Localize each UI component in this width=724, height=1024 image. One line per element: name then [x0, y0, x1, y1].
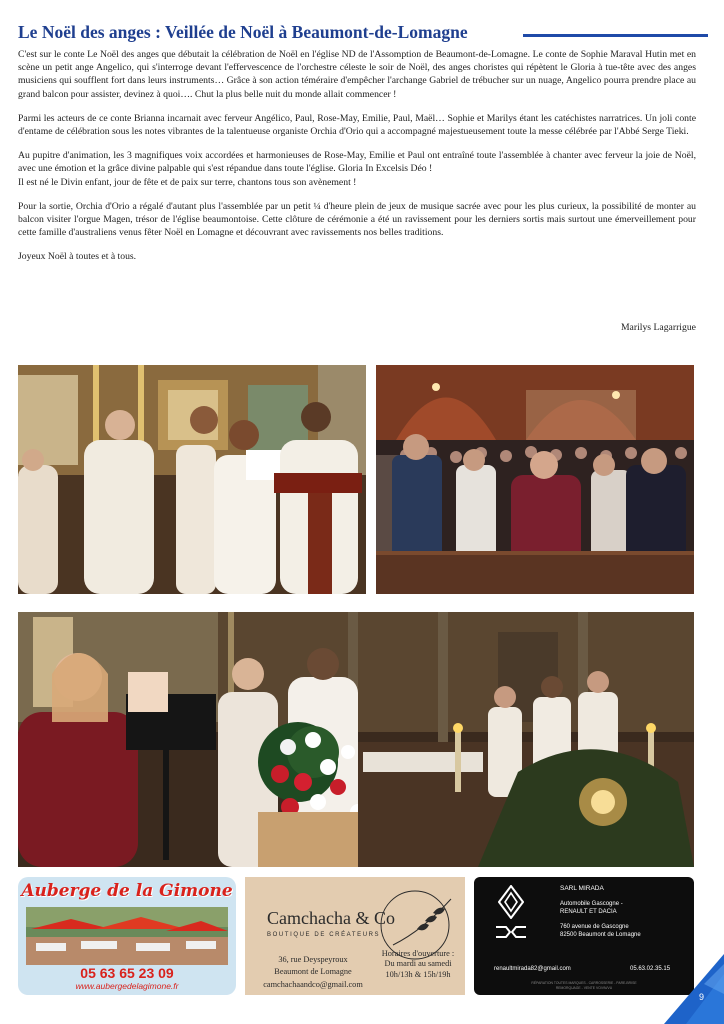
signature: Marilys Lagarrigue — [620, 322, 696, 333]
mirada-company: SARL MIRADA — [560, 885, 604, 892]
ad-camchacha[interactable] — [245, 877, 465, 995]
camchacha-address — [253, 954, 373, 991]
renault-logo-icon — [498, 885, 524, 919]
auberge-terrace-image — [26, 907, 228, 965]
mirada-email[interactable]: renaultmirada82@gmail.com — [494, 966, 571, 972]
camchacha-tagline: BOUTIQUE DE CRÉATEURS — [267, 932, 381, 938]
auberge-website[interactable]: www.aubergedelagimone.fr — [75, 981, 179, 991]
paragraph: Pour la sortie, Orchia d'Orio a régalé d'autant plus l'assemblée par un petit ¼ d'heure plein de jeux de musique sacrée avec pour les plus curieux, la possibilité de monter au balcon visiter l'orgue Magen, trésor de l'église beaumontoise. Cette clôture de cérémonie a été un ravissement pour les derniers sortis mais surtout une émerveillement pour cette famille d'australiens venus fêter Noël en Lomagne et découvrant avec ravissements nos belles traditions. — [18, 200, 696, 239]
mirada-footer: RÉPARATION TOUTES MARQUES - CARROSSERIE - PARE-BRISE — [531, 981, 637, 985]
mirada-phone: 05.63.02.35.15 — [630, 966, 671, 972]
mirada-line: Automobile Gascogne - — [560, 901, 623, 907]
paragraph: Il est né le Divin enfant, jour de fête et de paix sur terre, chantons tous son avènement ! — [18, 176, 357, 188]
photo-organ-and-crib — [18, 612, 694, 867]
mirada-footer: REMORQUAGE - VENTE VO/VN/VU — [555, 986, 613, 990]
camchacha-hours — [373, 949, 463, 980]
auberge-name: Auberge de la Gimone — [21, 881, 233, 901]
photo-congregation — [376, 365, 694, 594]
camchacha-email[interactable]: camchachaandco@gmail.com — [263, 979, 363, 989]
paragraph: Joyeux Noël à toutes et à tous. — [18, 251, 137, 263]
dacia-logo-icon — [494, 925, 528, 939]
hours-times: 10h/13h & 15h/19h — [385, 969, 451, 979]
paragraph: Au pupitre d'animation, les 3 magnifiques voix accordées et harmonieuses de Rose-May, Emilie et Paul ont entraîné toute l'assemblée à chanter avec ferveur la joie de Noël, avec une émotion et la grâce divine palpable qui s'est répandue dans toute l'église. Gloria In Excelsis Déo ! — [18, 150, 696, 175]
hours-title: Horaires d'ouverture : — [381, 949, 455, 958]
article-title: Le Noël des anges : Veillée de Noël à Beaumont-de-Lomagne — [18, 22, 468, 42]
address-line: Beaumont de Lomagne — [274, 967, 352, 977]
address-line: 36, rue Deyspeyroux — [278, 955, 348, 964]
page-number: 9 — [698, 992, 704, 1002]
mirada-line: 760 avenue de Gascogne — [560, 924, 629, 930]
paragraph: C'est sur le conte Le Noël des anges que débutait la célébration de Noël en l'église ND de l'Assomption de Beaumont-de-Lomagne. Le conte de Sophie Maraval Hutin met en scène un petit ange Angelico, qui s'interroge devant l'effervescence de l'orchestre céleste le soir de Noël, des anges choristes qui répètent le Gloria à tue-tête avec des anges musiciens qui soufflent fort dans leurs instruments… Grâce à son action téméraire d'empêcher l'archange Gabriel de trébucher sur un nuage, Angelico pourra prendre place au grand balcon pour assister, devinez à quoi…. Chut la plus belle nuit du monde allait commencer ! — [18, 49, 696, 100]
camchacha-name: Camchacha & Co — [267, 908, 395, 928]
mirada-line: RENAULT ET DACIA — [560, 909, 617, 915]
mirada-line: 82500 Beaumont de Lomagne — [560, 932, 641, 938]
corner-decoration — [664, 954, 724, 1024]
photo-choir — [18, 365, 366, 594]
auberge-phone: 05 63 65 23 09 — [80, 965, 174, 981]
ad-auberge-de-la-gimone[interactable] — [18, 877, 236, 995]
article-body — [18, 48, 696, 274]
title-rule — [523, 34, 708, 37]
title-row — [18, 22, 708, 48]
paragraph: Parmi les acteurs de ce conte Brianna incarnait avec ferveur Angélico, Paul, Rose-May, Emilie, Paul, Maël… Sophie et Marilys étant les catéchistes narratrices. Un joli conte d'entame de célébration sous les notes vibrantes de la talentueuse organiste Orchia d'Orio qui a accompagné majestueusement toute la messe célébrée par l'Abbé Serge Tieki. — [18, 112, 696, 137]
ad-sarl-mirada[interactable] — [474, 877, 694, 995]
hours-days: Du mardi au samedi — [384, 959, 452, 969]
